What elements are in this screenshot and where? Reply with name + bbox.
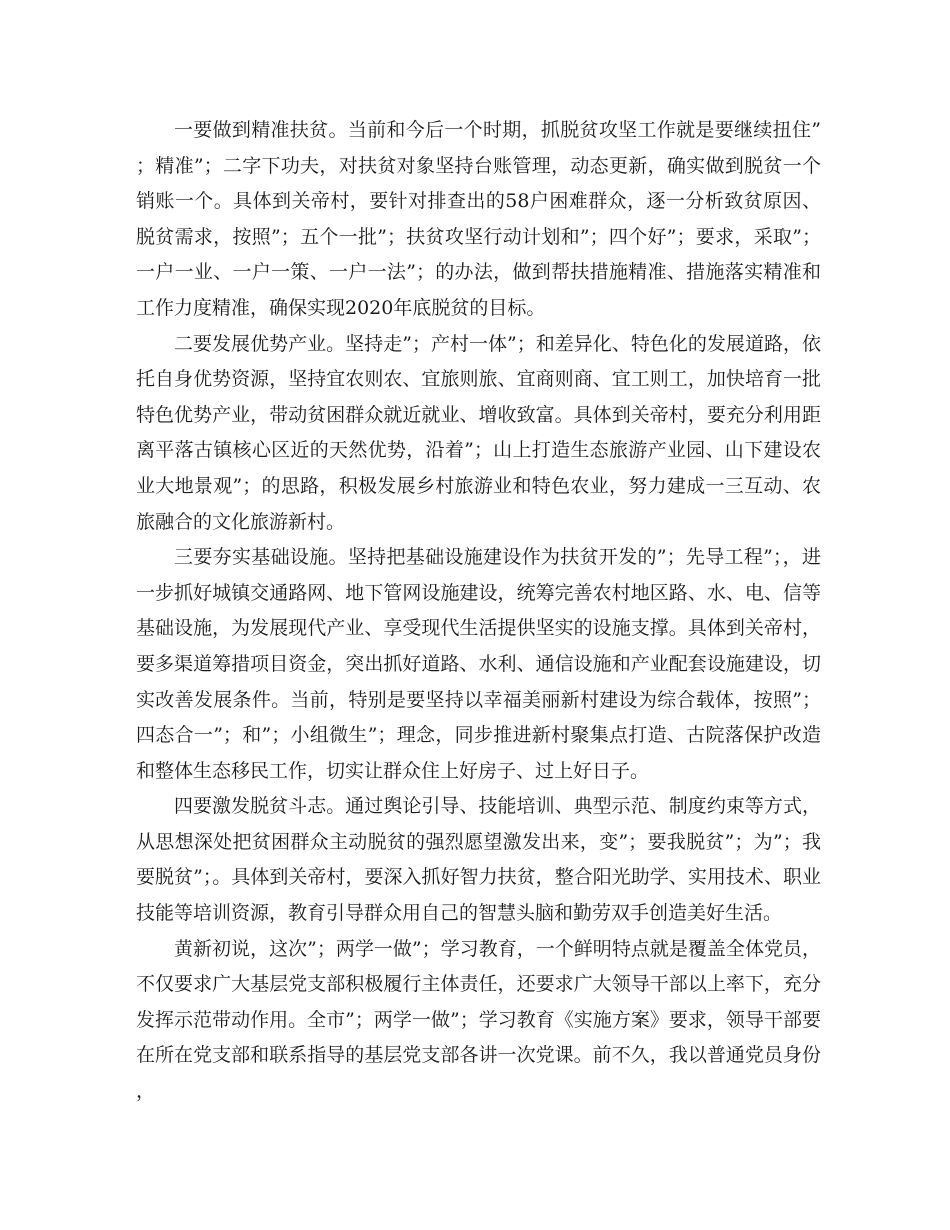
document-body bbox=[136, 113, 821, 1110]
paragraph-infrastructure: 三要夯实基础设施。坚持把基础设施建设作为扶贫开发的”；先导工程”；，进一步抓好城镇交通路网、地下管网设施建设，统筹完善农村地区路、水、电、信等基础设施，为发展现代产业、享受现代生活提供坚实的设施支撑。具体到关帝村，要多渠道筹措项目资金，突出抓好道路、水利、通信设施和产业配套设施建设，切实改善发展条件。当前，特别是要坚持以幸福美丽新村建设为综合载体，按照”；四态合一”；和”；小组微生”；理念，同步推进新村聚集点打造、古院落保护改造和整体生态移民工作，切实让群众住上好房子、过上好日子。 bbox=[136, 546, 821, 782]
paragraph-party-education: 黄新初说，这次”；两学一做”；学习教育，一个鲜明特点就是覆盖全体党员，不仅要求广大基层党支部积极履行主体责任，还要求广大领导干部以上率下，充分发挥示范带动作用。全市”；两学一做”；学习教育《实施方案》要求，领导干部要在所在党支部和联系指导的基层党支部各讲一次党课。前不久，我以普通党员身份， bbox=[136, 937, 821, 1103]
paragraph-advantage-industries: 二要发展优势产业。坚持走”；产村一体”；和差异化、特色化的发展道路，依托自身优势资源，坚持宜农则农、宜旅则旅、宜商则商、宜工则工，加快培育一批特色优势产业，带动贫困群众就近就业、增收致富。具体到关帝村，要充分利用距离平落古镇核心区近的天然优势，沿着”；山上打造生态旅游产业园、山下建设农业大地景观”；的思路，积极发展乡村旅游业和特色农业，努力建成一三互动、农旅融合的文化旅游新村。 bbox=[136, 332, 821, 533]
paragraph-motivation: 四要激发脱贫斗志。通过舆论引导、技能培训、典型示范、制度约束等方式，从思想深处把贫困群众主动脱贫的强烈愿望激发出来，变”；要我脱贫”；为”；我要脱贫”；。具体到关帝村，要深入抓好智力扶贫，整合阳光助学、实用技术、职业技能等培训资源，教育引导群众用自己的智慧头脑和勤劳双手创造美好生活。 bbox=[136, 795, 821, 925]
paragraph-precision-poverty-relief: 一要做到精准扶贫。当前和今后一个时期，抓脱贫攻坚工作就是要继续扭住”；精准”；二字下功夫，对扶贫对象坚持台账管理，动态更新，确实做到脱贫一个销账一个。具体到关帝村，要针对排查出的58户困难群众，逐一分析致贫原因、脱贫需求，按照”；五个一批”；扶贫攻坚行动计划和”；四个好”；要求，采取”；一户一业、一户一策、一户一法”；的办法，做到帮扶措施精准、措施落实精准和工作力度精准，确保实现2020年底脱贫的目标。 bbox=[136, 119, 821, 319]
